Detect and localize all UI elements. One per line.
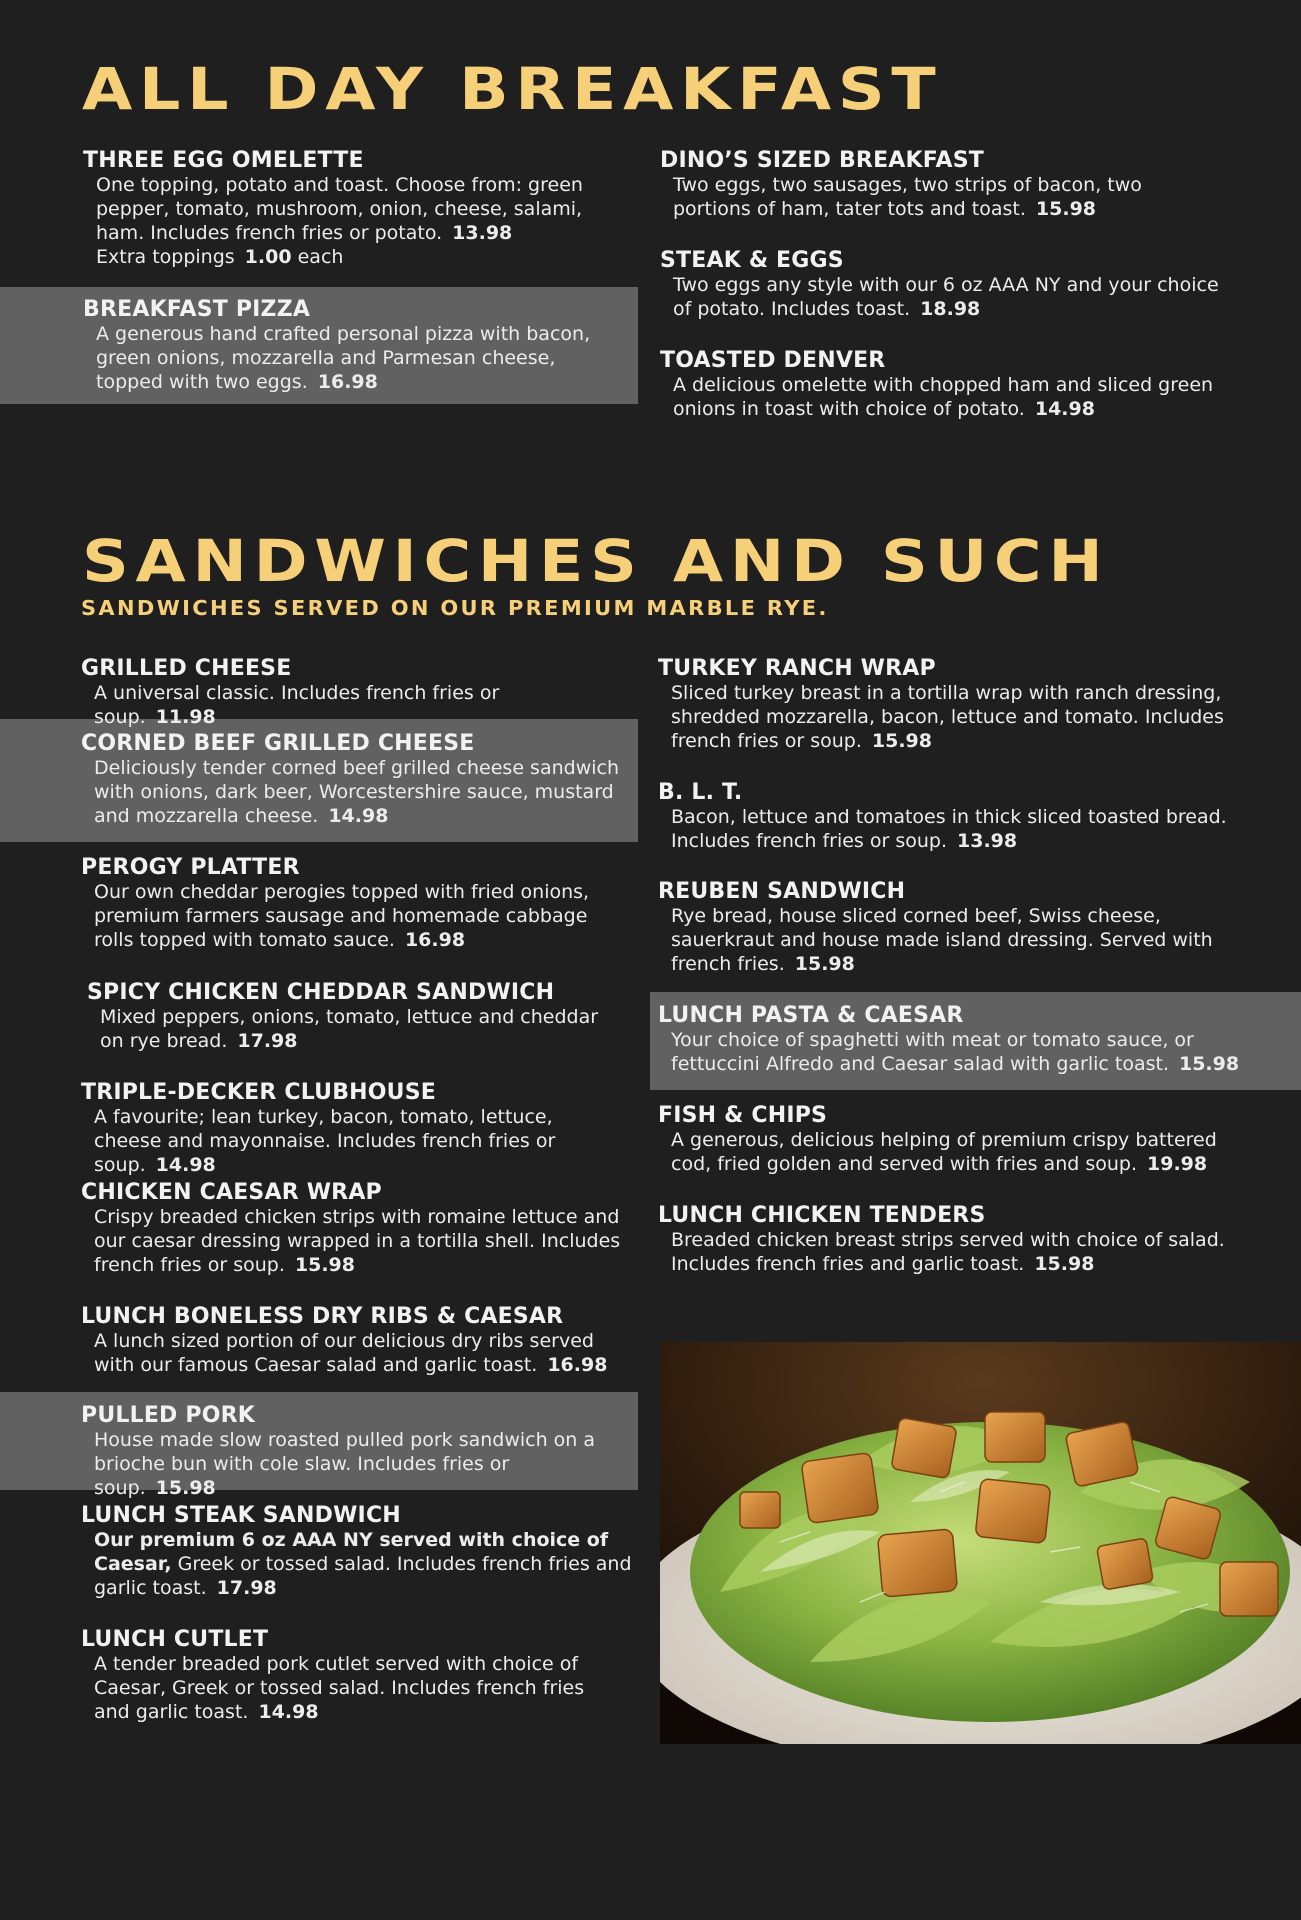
item-price: 16.98	[404, 929, 466, 951]
item-description: A lunch sized portion of our delicious dry ribs served with our famous Caesar salad and garlic toast. 16.98	[94, 1330, 608, 1376]
menu-item-steak-and-eggs	[660, 248, 1220, 321]
item-name: LUNCH PASTA & CAESAR	[658, 1003, 964, 1028]
item-price: 17.98	[216, 1577, 277, 1599]
item-name: CORNED BEEF GRILLED CHEESE	[81, 731, 475, 756]
item-name: LUNCH BONELESS DRY RIBS & CAESAR	[81, 1304, 564, 1329]
menu-item-blt	[658, 780, 1258, 853]
item-description: Your choice of spaghetti with meat or tomato sauce, or fettuccini Alfredo and Caesar salad with garlic toast. 15.98	[671, 1029, 1240, 1075]
item-name: TURKEY RANCH WRAP	[658, 656, 936, 681]
menu-item-lunch-chicken-tenders	[658, 1203, 1258, 1276]
item-description: Our premium 6 oz AAA NY served with choice of Caesar, Greek or tossed salad. Includes french fries and garlic toast. 17.98	[94, 1529, 632, 1599]
item-description: A delicious omelette with chopped ham and sliced green onions in toast with choice of potato. 14.98	[673, 374, 1214, 420]
menu-item-chicken-caesar-wrap	[81, 1180, 626, 1277]
item-price: 13.98	[452, 222, 513, 244]
item-price: 15.98	[794, 953, 855, 975]
extra-toppings-price: 1.00	[244, 246, 292, 268]
menu-item-breakfast-pizza	[83, 297, 623, 394]
menu-item-lunch-steak-sandwich	[81, 1503, 636, 1600]
item-name: TRIPLE-DECKER CLUBHOUSE	[81, 1080, 437, 1105]
menu-item-toasted-denver	[660, 348, 1220, 421]
item-price: 17.98	[237, 1030, 298, 1052]
menu-item-fish-and-chips	[658, 1103, 1238, 1176]
item-description: Deliciously tender corned beef grilled cheese sandwich with onions, dark beer, Worcestershire sauce, mustard and mozzarella cheese. 14.98	[94, 757, 620, 827]
item-description: One topping, potato and toast. Choose from: green pepper, tomato, mushroom, onion, cheese, salami, ham. Includes french fries or potato. 13.98 Extra toppings 1.00 each	[96, 174, 583, 268]
item-name: THREE EGG OMELETTE	[83, 148, 364, 173]
item-description: Crispy breaded chicken strips with romaine lettuce and our caesar dressing wrapped in a tortilla shell. Includes french fries or soup. 15.98	[94, 1206, 621, 1276]
item-description: House made slow roasted pulled pork sandwich on a brioche bun with cole slaw. Includes fries or soup. 15.98	[94, 1429, 596, 1499]
item-name: STEAK & EGGS	[660, 248, 844, 273]
item-description: A tender breaded pork cutlet served with choice of Caesar, Greek or tossed salad. Includes french fries and garlic toast. 14.98	[94, 1653, 585, 1723]
item-price: 15.98	[1035, 198, 1097, 220]
extra-toppings-label: Extra toppings	[96, 246, 235, 268]
breakfast-section-title: ALL DAY BREAKFAST	[82, 55, 943, 123]
item-price: 16.98	[317, 371, 378, 393]
item-price: 15.98	[155, 1477, 216, 1499]
item-name: FISH & CHIPS	[658, 1103, 828, 1128]
item-name: SPICY CHICKEN CHEDDAR SANDWICH	[87, 980, 555, 1005]
item-name: LUNCH STEAK SANDWICH	[81, 1503, 401, 1528]
item-price: 13.98	[957, 830, 1018, 852]
item-description: Bacon, lettuce and tomatoes in thick sliced toasted bread. Includes french fries or soup. 13.98	[671, 806, 1227, 852]
item-name: LUNCH CUTLET	[81, 1627, 269, 1652]
item-price: 14.98	[258, 1701, 319, 1723]
item-price: 15.98	[1178, 1053, 1240, 1075]
menu-item-spicy-chicken-cheddar-sandwich	[87, 980, 627, 1053]
extra-toppings-suffix: each	[297, 246, 344, 268]
item-description: Breaded chicken breast strips served with choice of salad. Includes french fries and garlic toast. 15.98	[671, 1229, 1225, 1275]
item-description: A generous hand crafted personal pizza with bacon, green onions, mozzarella and Parmesan cheese, topped with two eggs. 16.98	[96, 323, 591, 393]
item-price: 14.98	[1034, 398, 1095, 420]
item-description: A universal classic. Includes french fries or soup. 11.98	[94, 682, 500, 728]
sandwiches-section-subtitle: SANDWICHES SERVED ON OUR PREMIUM MARBLE RYE.	[81, 596, 829, 620]
item-name: LUNCH CHICKEN TENDERS	[658, 1203, 986, 1228]
item-price: 19.98	[1147, 1153, 1208, 1175]
item-description: Rye bread, house sliced corned beef, Swiss cheese, sauerkraut and house made island dressing. Served with french fries. 15.98	[671, 905, 1213, 975]
item-price: 15.98	[871, 730, 932, 752]
menu-item-perogy-platter	[81, 855, 601, 952]
item-description: Two eggs any style with our 6 oz AAA NY and your choice of potato. Includes toast. 18.98	[673, 274, 1219, 320]
item-name: TOASTED DENVER	[660, 348, 886, 373]
menu-item-triple-decker-clubhouse	[81, 1080, 626, 1177]
menu-item-three-egg-omelette	[83, 148, 623, 269]
menu-item-corned-beef-grilled-cheese	[81, 731, 626, 828]
menu-item-lunch-boneless-dry-ribs	[81, 1304, 626, 1377]
item-price: 16.98	[547, 1354, 608, 1376]
menu-item-reuben-sandwich	[658, 879, 1228, 976]
item-price: 14.98	[328, 805, 389, 827]
item-description: Two eggs, two sausages, two strips of bacon, two portions of ham, tater tots and toast. 15.98	[673, 174, 1142, 220]
item-description: Our own cheddar perogies topped with fried onions, premium farmers sausage and homemade cabbage rolls topped with tomato sauce. 16.98	[94, 881, 590, 951]
caesar-salad-photo	[660, 1342, 1301, 1744]
item-description: Sliced turkey breast in a tortilla wrap with ranch dressing, shredded mozzarella, bacon, lettuce and tomato. Includes french fries or soup. 15.98	[671, 682, 1224, 752]
menu-item-lunch-pasta-and-caesar	[658, 1003, 1268, 1076]
item-name: DINO’S SIZED BREAKFAST	[660, 148, 984, 173]
item-price: 18.98	[920, 298, 981, 320]
item-name: BREAKFAST PIZZA	[83, 297, 311, 322]
caesar-salad-illustration	[660, 1342, 1301, 1744]
item-description: A generous, delicious helping of premium crispy battered cod, fried golden and served with fries and soup. 19.98	[671, 1129, 1217, 1175]
item-price: 11.98	[155, 706, 216, 728]
menu-item-dinos-sized-breakfast	[660, 148, 1220, 221]
menu-item-pulled-pork	[81, 1403, 636, 1500]
item-description: A favourite; lean turkey, bacon, tomato, lettuce, cheese and mayonnaise. Includes french fries or soup. 14.98	[94, 1106, 556, 1176]
menu-item-turkey-ranch-wrap	[658, 656, 1258, 753]
item-name: B. L. T.	[658, 780, 743, 805]
item-name: CHICKEN CAESAR WRAP	[81, 1180, 382, 1205]
item-price: 15.98	[294, 1254, 355, 1276]
item-name: REUBEN SANDWICH	[658, 879, 906, 904]
menu-item-lunch-cutlet	[81, 1627, 596, 1724]
item-name: PEROGY PLATTER	[81, 855, 300, 880]
sandwiches-section-title: SANDWICHES AND SUCH	[82, 527, 1110, 595]
item-price: 15.98	[1034, 1253, 1095, 1275]
item-name: GRILLED CHEESE	[81, 656, 292, 681]
item-price: 14.98	[155, 1154, 216, 1176]
item-description: Mixed peppers, onions, tomato, lettuce and cheddar on rye bread. 17.98	[100, 1006, 599, 1052]
item-name: PULLED PORK	[81, 1403, 255, 1428]
menu-item-grilled-cheese	[81, 656, 626, 729]
